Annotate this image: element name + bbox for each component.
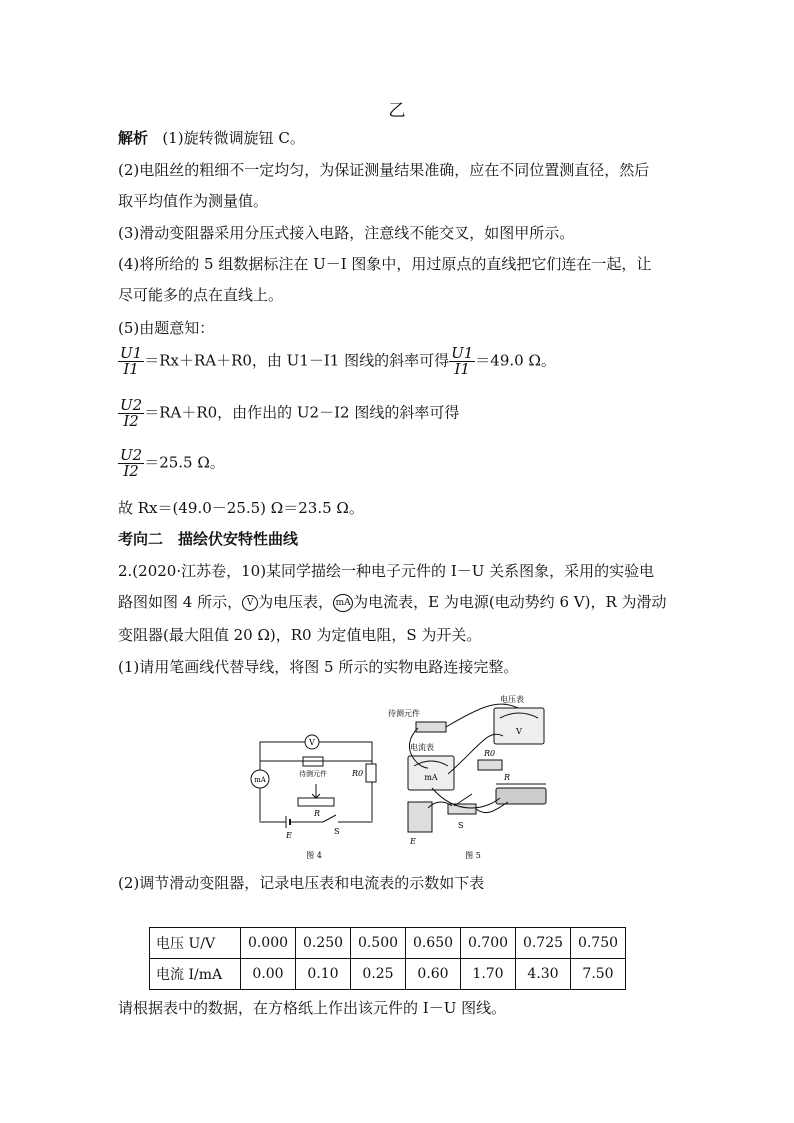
analysis-p3: (3)滑动变阻器采用分压式接入电路，注意线不能交叉，如图甲所示。 xyxy=(118,224,575,242)
fraction-u2-i2-b: $\frac{U2}{I2}$ xyxy=(120,446,143,480)
table-row-voltage xyxy=(150,928,626,959)
fig5-s-label: S xyxy=(458,821,464,830)
question-part2-instruction: 请根据表中的数据，在方格纸上作出该元件的 I－U 图线。 xyxy=(118,999,507,1017)
fig4-ma-label: mA xyxy=(254,776,266,784)
question-line2: 路图如图 4 所示， V 为电压表， mA 为电流表，E 为电源(电动势约 6 V)，R 为滑动 xyxy=(118,593,667,611)
table-cell: 0.500 xyxy=(351,928,406,959)
table-cell: 0.10 xyxy=(296,959,351,990)
table-cell: 0.650 xyxy=(406,928,461,959)
section2-title: 考向二 描绘伏安特性曲线 xyxy=(118,530,299,548)
table-cell: 0.700 xyxy=(461,928,516,959)
fig5-r0-label: R0 xyxy=(484,749,496,758)
question-line1: 2.(2020·江苏卷，10)某同学描绘一种电子元件的 I－U 关系图象，采用的实验电 xyxy=(118,562,655,580)
analysis-p4a: (4)将所给的 5 组数据标注在 U－I 图象中，用过原点的直线把它们连在一起，让 xyxy=(118,255,652,273)
table-cell: 4.30 xyxy=(516,959,571,990)
analysis-p2b: 取平均值作为测量值。 xyxy=(118,192,269,210)
fig4-s-label: S xyxy=(334,827,340,836)
table-cell: 7.50 xyxy=(571,959,626,990)
conclusion: 故 Rx＝(49.0－25.5) Ω＝23.5 Ω。 xyxy=(118,499,364,517)
fig5-r-label: R xyxy=(504,773,511,782)
table-cell: 0.00 xyxy=(241,959,296,990)
circuit-diagram-fig4 xyxy=(248,724,388,864)
fig5-v-label: V xyxy=(516,727,522,736)
physical-circuit-fig5 xyxy=(388,688,560,864)
question-part2: (2)调节滑动变阻器，记录电压表和电流表的示数如下表 xyxy=(118,874,485,892)
data-table xyxy=(149,927,626,990)
table-header-current: 电流 I/mA xyxy=(150,959,241,990)
table-cell: 0.000 xyxy=(241,928,296,959)
fig4-r0-label: R0 xyxy=(352,769,364,778)
fig4-caption: 图 4 xyxy=(306,851,322,860)
question-part1: (1)请用笔画线代替导线，将图 5 所示的实物电路连接完整。 xyxy=(118,658,519,676)
fraction-u1-i1: $\frac{U1}{I1}$ xyxy=(120,344,143,378)
fraction-u1-i1-b: $\frac{U1}{I1}$ xyxy=(451,344,474,378)
fraction-u2-i2: $\frac{U2}{I2}$ xyxy=(120,396,143,430)
table-cell: 0.750 xyxy=(571,928,626,959)
fig4-v-label: V xyxy=(309,738,315,747)
formula-3: $\frac{U2}{I2}$ ＝25.5 Ω。 xyxy=(120,446,225,480)
fig5-ammeter-label: 电流表 xyxy=(410,743,434,752)
fig5-element-label: 待测元件 xyxy=(388,709,420,718)
table-cell: 1.70 xyxy=(461,959,516,990)
formula-1: $\frac{U1}{I1}$ ＝Rx＋RA＋R0，由 U1－I1 图线的斜率可得 $\frac{U1}{I1}$ ＝49.0 Ω。 xyxy=(120,344,556,378)
fig5-e-label: E xyxy=(410,837,416,846)
analysis-p5: (5)由题意知： xyxy=(118,319,215,337)
ammeter-symbol-icon: mA xyxy=(333,594,353,612)
table-cell: 0.25 xyxy=(351,959,406,990)
table-cell: 0.725 xyxy=(516,928,571,959)
table-header-voltage: 电压 U/V xyxy=(150,928,241,959)
analysis-p4b: 尽可能多的点在直线上。 xyxy=(118,286,284,304)
voltmeter-symbol-icon: V xyxy=(242,595,258,611)
table-row-current xyxy=(150,959,626,990)
fig5-caption: 图 5 xyxy=(465,851,481,860)
question-line3: 变阻器(最大阻值 20 Ω)，R0 为定值电阻，S 为开关。 xyxy=(118,626,482,644)
table-cell: 0.60 xyxy=(406,959,461,990)
analysis-p2a: (2)电阻丝的粗细不一定均匀，为保证测量结果准确，应在不同位置测直径，然后 xyxy=(118,161,650,179)
analysis-label: 解析 xyxy=(118,129,149,147)
fig4-element-label: 待测元件 xyxy=(299,770,327,778)
fig4-e-label: E xyxy=(286,831,292,840)
figure-label-yi: 乙 xyxy=(388,101,406,121)
formula-2: $\frac{U2}{I2}$ ＝RA＋R0，由作出的 U2－I2 图线的斜率可得 xyxy=(120,396,460,430)
fig5-ma-label: mA xyxy=(424,773,438,782)
table-cell: 0.250 xyxy=(296,928,351,959)
analysis-p1: 解析 (1)旋转微调旋钮 C。 xyxy=(118,129,305,147)
fig4-r-label: R xyxy=(314,809,321,818)
fig5-voltmeter-label: 电压表 xyxy=(500,695,524,704)
